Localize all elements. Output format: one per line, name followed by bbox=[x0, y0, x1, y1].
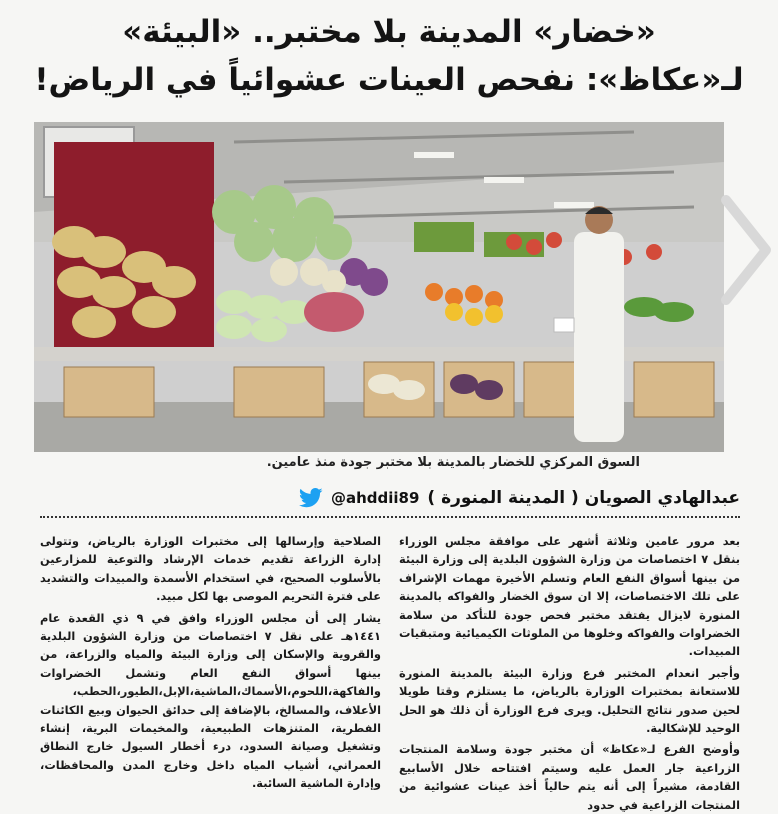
twitter-icon bbox=[299, 488, 323, 508]
article-body bbox=[40, 532, 740, 812]
article-column-left bbox=[40, 532, 381, 792]
article-headline bbox=[18, 8, 760, 104]
photo-caption: السوق المركزي للخضار بالمدينة بلا مختبر جودة منذ عامين. bbox=[266, 455, 640, 470]
article-column-right bbox=[399, 532, 740, 812]
author-name: عبدالهادي الصويان ( المدينة المنورة ) bbox=[427, 488, 740, 508]
paragraph: الصلاحية وإرسالها إلى مختبرات الوزارة بالرياض، وتتولى إدارة الزراعة تقديم خدمات الإرشاد والتوعية للمزارعين بالأسلوب الصحيح، في استخدام الأسمدة والمبيدات والتشديد على فترة التحريم الموصى بها لكل مبيد. bbox=[40, 534, 381, 604]
next-page-button[interactable] bbox=[716, 190, 776, 310]
paragraph: وأوضح الفرع لـ«عكاظ» أن مختبر جودة وسلامة المنتجات الزراعية جار العمل عليه وسيتم افتتاحه خلال الأسابيع القادمة، مشيراً إلى أنه يتم حالياً أخذ عينات عشوائية من المنتجات الزراعية في حدود bbox=[399, 742, 740, 812]
market-photo bbox=[34, 122, 724, 452]
byline bbox=[40, 484, 740, 518]
paragraph: وأجبر انعدام المختبر فرع وزارة البيئة بالمدينة المنورة للاستعانة بمختبرات الوزارة بالرياض، ما يستلزم وقتا طويلا لحين صدور نتائج التحليل. ويرى فرع الوزارة أن ذلك هو الحل الوحيد للإشكالية. bbox=[399, 665, 740, 736]
chevron-right-icon bbox=[716, 190, 776, 310]
paragraph: يشار إلى أن مجلس الوزراء وافق في ٩ ذي القعدة عام ١٤٤١هـ على نقل ٧ اختصاصات من وزارة الشؤون البلدية والقروية والإسكان إلى وزارة البيئة والمياه والزراعة، من بينها أسواق النفع العام وتشمل الخضراوات والفاكهة،اللحوم،الأسماك،الماشية،الإبل،الطيور،الحطب، الأعلاف، والمسالخ، بالإضافة إلى حدائق الحيوان وبيع الكائنات الفطرية، المتنزهات الطبيعية، والمخيمات البرية، إنشاء وتشغيل وصيانة السدود، درء أخطار السيول خارج النطاق العمراني، أشياب المياه داخل وخارج المدن والمحافظات، وإدارة الماشية السائبة. bbox=[40, 610, 381, 791]
twitter-handle: @ahddii89 bbox=[330, 489, 420, 507]
headline-line-2: لـ«عكاظ»: نفحص العينات عشوائياً في الرياض! bbox=[34, 62, 744, 98]
headline-line-1: «خضار» المدينة بلا مختبر.. «البيئة» bbox=[122, 14, 656, 50]
paragraph: بعد مرور عامين وثلاثة أشهر على موافقة مجلس الوزراء بنقل ٧ اختصاصات من وزارة الشؤون البلدية إلى وزارة البيئة من بينها أسواق النفع العام وتسلم الأخيرة مهمات الإشراف على تلك الاختصاصات، إلا ان سوق الخضار والفواكه بالمدينة المنورة لايزال يفتقد مختبر فحص جودة للتأكد من سلامة الخضراوات والفواكه وخلوها من الملوثات الكيميائية ومتبقيات المبيدات. bbox=[399, 534, 740, 659]
